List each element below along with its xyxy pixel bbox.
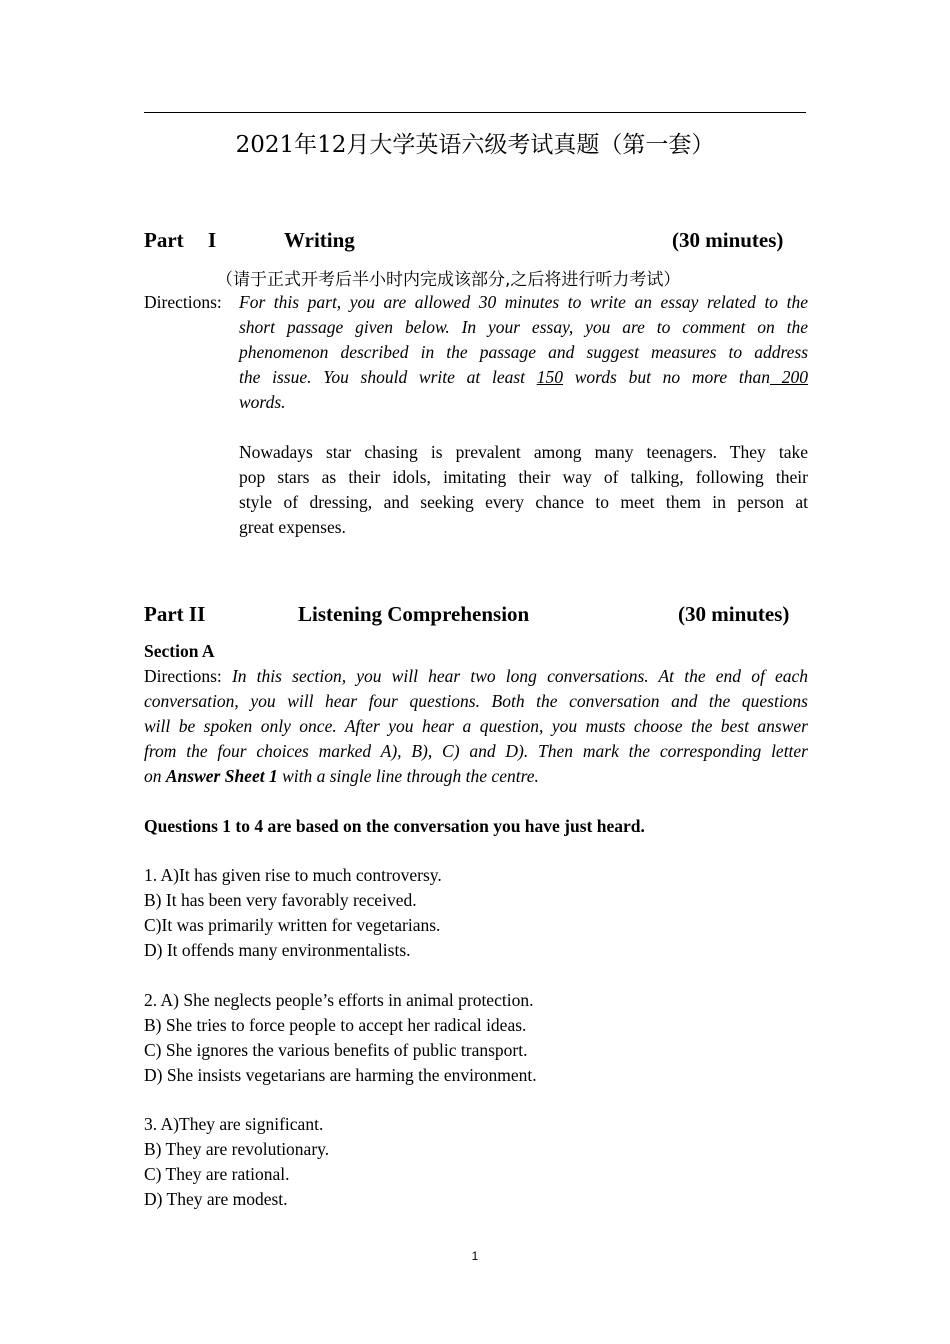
dir-text: with a single line through the centre. [277,766,539,786]
answer-option: C) She ignores the various benefits of public transport. [144,1040,528,1060]
answer-option: D) She insists vegetarians are harming the environment. [144,1065,537,1085]
passage-line: Nowadays star chasing is prevalent among many teenagers. They take [239,442,808,462]
section-a-heading: Section A [144,641,215,661]
part2-directions [144,664,808,789]
part2-label: Part II [144,602,206,626]
writing-passage [239,440,808,540]
answer-option: C)It was primarily written for vegetarians. [144,915,441,935]
dir-text: words but no more than [562,367,771,387]
dir-text: the issue. You should write at least [239,367,537,387]
page-number: 1 [471,1249,479,1263]
answer-option: 2. A) She neglects people’s efforts in animal protection. [144,990,534,1010]
passage-line: pop stars as their idols, imitating their way of talking, following their [239,467,808,487]
part1-directions-line: words. [239,392,286,412]
part2-directions-line: from the four choices marked A), B), C) and D). Then mark the corresponding letter [144,741,808,761]
part1-directions [239,290,808,415]
answer-option: B) They are revolutionary. [144,1139,330,1159]
question-1 [144,863,442,963]
part2-directions-line [144,764,808,789]
part1-directions-label: Directions: [144,292,222,312]
answer-option: 1. A)It has given rise to much controversy. [144,865,442,885]
part1-numeral: I [208,228,217,252]
part1-directions-line: phenomenon described in the passage and suggest measures to address [239,342,808,362]
answer-option: C) They are rational. [144,1164,290,1184]
part2-time: (30 minutes) [678,602,790,626]
part2-directions-line: conversation, you will hear four questions. Both the conversation and the questions [144,691,808,711]
passage-line: great expenses. [239,517,346,537]
dir-text: on [144,766,166,786]
part2-directions-label: Directions: [144,666,222,686]
dir-text: In this section, you will hear two long conversations. At the end of each [231,666,809,686]
part2-directions-line: will be spoken only once. After you hear a question, you musts choose the best answer [144,716,808,736]
passage-line: style of dressing, and seeking every chance to meet them in person at [239,492,808,512]
part1-time: (30 minutes) [672,228,784,252]
page-title: 2021年12月大学英语六级考试真题（第一套） [235,132,715,158]
answer-option: B) It has been very favorably received. [144,890,417,910]
answer-sheet-ref: Answer Sheet 1 [165,766,278,786]
part1-directions-line: For this part, you are allowed 30 minutes to write an essay related to the [239,292,808,312]
answer-option: D) It offends many environmentalists. [144,940,411,960]
questions-intro: Questions 1 to 4 are based on the conversation you have just heard. [144,816,645,836]
answer-option: D) They are modest. [144,1189,288,1209]
max-words: 200 [770,367,809,387]
part1-chinese-note: （请于正式开考后半小时内完成该部分,之后将进行听力考试） [216,270,681,290]
part1-label: Part [144,228,184,252]
question-2 [144,988,537,1088]
question-3 [144,1112,329,1212]
part1-name: Writing [284,228,355,252]
header-rule [144,112,806,113]
answer-option: B) She tries to force people to accept her radical ideas. [144,1015,527,1035]
part1-directions-line [239,365,808,390]
part2-name: Listening Comprehension [298,602,530,626]
min-words: 150 [536,367,563,387]
part2-directions-line [144,664,808,689]
answer-option: 3. A)They are significant. [144,1114,324,1134]
part1-directions-line: short passage given below. In your essay, you are to comment on the [239,317,808,337]
